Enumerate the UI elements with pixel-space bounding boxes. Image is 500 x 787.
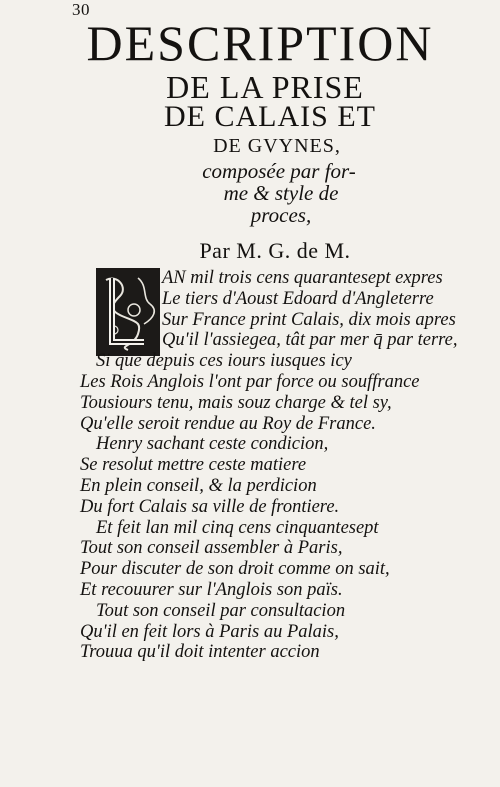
verse-line: Et recouurer sur l'Anglois son païs. bbox=[80, 579, 343, 600]
verse-line: Du fort Calais sa ville de frontiere. bbox=[80, 496, 340, 517]
verse-line: Henry sachant ceste condicion, bbox=[96, 434, 329, 455]
verse-line: Trouua qu'il doit intenter accion bbox=[80, 642, 320, 663]
verse-line: Se resolut mettre ceste matiere bbox=[80, 455, 307, 476]
verse-line: Tout son conseil par consultacion bbox=[96, 600, 346, 621]
verse-line: Qu'elle seroit rendue au Roy de France. bbox=[80, 413, 376, 434]
subtitle-line-3: proces, bbox=[250, 203, 312, 227]
verse-line: Tousiours tenu, mais souz charge & tel sy, bbox=[80, 392, 392, 413]
subtitle-line-2: me & style de bbox=[223, 181, 339, 205]
verse-line: Qu'il l'assiegea, tât par mer q̄ par terre, bbox=[162, 330, 458, 351]
poem-body bbox=[0, 268, 500, 663]
verse-line: Les Rois Anglois l'ont par force ou souffrance bbox=[80, 371, 420, 392]
verse-line: Si que depuis ces iours iusques icy bbox=[96, 351, 352, 372]
title-line-4: DE GVYNES, bbox=[213, 135, 341, 157]
verse-line: Sur France print Calais, dix mois apres bbox=[162, 309, 456, 330]
title-line-3: DE CALAIS ET bbox=[164, 100, 376, 133]
verse-line: Le tiers d'Aoust Edoard d'Angleterre bbox=[162, 288, 434, 309]
page-number: 30 bbox=[72, 0, 90, 19]
title-line-1: DESCRIPTION bbox=[86, 15, 434, 71]
verse-line: En plein conseil, & la perdicion bbox=[80, 475, 317, 496]
verse-line: Tout son conseil assembler à Paris, bbox=[80, 538, 343, 559]
verse-line: AN mil trois cens quarantesept expres bbox=[162, 268, 443, 288]
title-block bbox=[0, 15, 500, 264]
verse-line: Pour discuter de son droit comme on sait, bbox=[80, 559, 390, 580]
author-line: Par M. G. de M. bbox=[199, 238, 351, 263]
title-line-2: DE LA PRISE bbox=[166, 69, 364, 105]
verse-line: Et feit lan mil cinq cens cinquantesept bbox=[96, 517, 379, 538]
verse-line: Qu'il en feit lors à Paris au Palais, bbox=[80, 621, 339, 642]
subtitle-line-1: composée par for- bbox=[202, 159, 356, 183]
